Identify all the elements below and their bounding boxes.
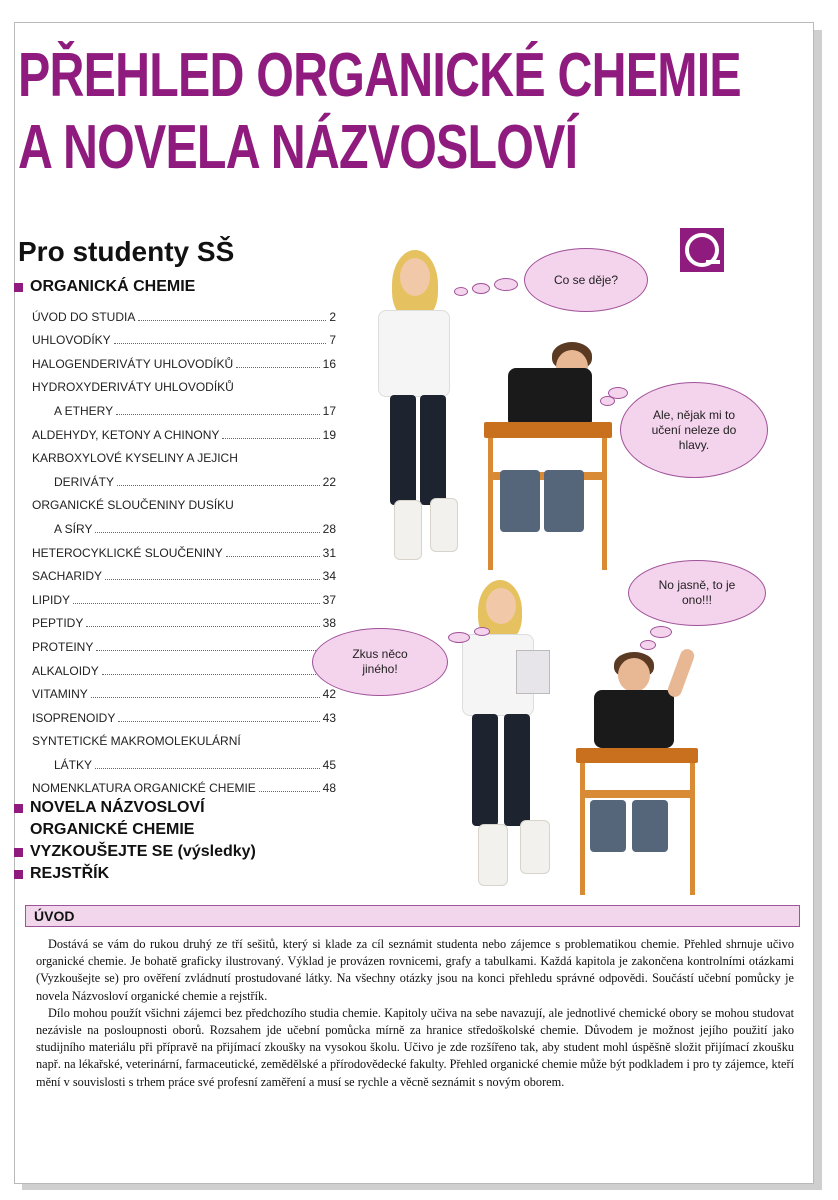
toc-item-label: SYNTETICKÉ MAKROMOLEKULÁRNÍ (32, 734, 241, 749)
toc-item (32, 607, 336, 631)
toc-dot-leader (95, 532, 319, 533)
boy-jeans (590, 800, 626, 852)
toc-section-test-yourself (14, 841, 336, 863)
bubble-tail (448, 632, 470, 643)
toc-dot-leader (91, 697, 320, 698)
toc-item-label: HALOGENDERIVÁTY UHLOVODÍKŮ (32, 356, 234, 371)
toc-item-label: A ETHERY (54, 403, 114, 418)
girl-leg (504, 714, 530, 826)
bubble-tail (650, 626, 672, 638)
girl-boot (520, 820, 550, 874)
bubble-text: Zkus něco jiného! (352, 647, 408, 676)
girl-boot (394, 500, 422, 560)
toc-section-organic-chemistry (14, 276, 336, 298)
bubble-tail (494, 278, 518, 291)
toc-item-label: PEPTIDY (32, 616, 84, 631)
title-line-2: A NOVELA NÁZVOSLOVÍ (18, 113, 578, 182)
toc-item-page: 7 (329, 333, 336, 348)
desk-leg (488, 438, 493, 570)
toc-dot-leader (138, 320, 326, 321)
toc-dot-leader (96, 650, 319, 651)
toc-item (32, 300, 336, 324)
speech-bubble-try-something-else (312, 628, 448, 696)
girl-boot (478, 824, 508, 886)
toc-section-label (30, 797, 205, 841)
intro-paragraph-1: Dostává se vám do rukou druhý ze tří sešitů, který si klade za cíl seznámit studenta nebo zájemce s problematikou chemie. Přehled shrnuje učivo organické chemie. Je bohatě graficky ilustrovaný. Výklad je provázen rovnicemi, grafy a tabulkami. Každá kapitola je zakončena kontrolními otázkami (Vyzkoušejte se) pro ověření zvládnutí prostudované látky. Na všechny otázky jsou na konci přehledu správné odpovědi. Součástí učební pomůcky je novela Názvosloví organické chemie a rejstřík. (36, 937, 794, 1003)
girl-head (486, 588, 516, 624)
toc-item-page: 22 (322, 474, 336, 489)
bubble-tail (454, 287, 468, 296)
toc-item-page: 19 (322, 427, 336, 442)
book-title (18, 40, 741, 184)
toc-item-label: UHLOVODÍKY (32, 333, 111, 348)
intro-paragraph-2: Dílo mohou použít všichni zájemci bez předchozího studia chemie. Kapitoly učiva na sebe navazují, ale jednotlivé chemické obory se mohou studovat nezávisle na posloupnosti oborů. Rozsahem jde učební pomůcka mírně za hranice středoškolské chemie. Důvodem je možnost jejího použití jako studijního materiálu při přípravě na přijímací zkoušky na vysokou školu. Učivo je zde rozšířeno tak, aby student mohl úspěšně složit přijímací zkoušku např. na lékařské, veterinární, farmaceutické, zemědělské a přírodovědecké fakulty. Přehled organické chemie může být podkladem i pro ty zájemce, kteří mění v souvislosti s trhem práce své profesní zaměření a musí se rychle a věcně seznámit s novým oborem. (36, 1005, 794, 1089)
toc-item-page: 42 (322, 687, 336, 702)
bubble-text: No jasně, to je ono!!! (658, 578, 736, 607)
toc-section-label: REJSTŘÍK (30, 865, 110, 883)
toc-section-label-line2: ORGANICKÉ CHEMIE (30, 821, 195, 839)
bubble-text: Ale, nějak mi to učení neleze do hlavy. (651, 407, 737, 452)
toc-dot-leader (259, 791, 320, 792)
toc-item-page: 45 (322, 757, 336, 772)
boy-jeans (544, 470, 584, 532)
desk-leg (602, 438, 607, 570)
toc-item-label: ALDEHYDY, KETONY A CHINONY (32, 427, 220, 442)
toc-item-label: ÚVOD DO STUDIA (32, 309, 136, 324)
toc-item (32, 560, 336, 584)
toc-section-label-line1: NOVELA NÁZVOSLOVÍ (30, 799, 205, 817)
toc-item-page: 16 (322, 356, 336, 371)
toc-item (32, 701, 336, 725)
publisher-logo-icon (680, 228, 724, 272)
toc-dot-leader (226, 556, 320, 557)
toc-dot-leader (73, 603, 320, 604)
toc-item (32, 583, 336, 607)
toc-item-page: 37 (322, 592, 336, 607)
toc-item-label: ISOPRENOIDY (32, 710, 116, 725)
title-line-1: PŘEHLED ORGANICKÉ CHEMIE (18, 41, 741, 110)
toc-dot-leader (105, 579, 320, 580)
toc-dot-leader (95, 768, 320, 769)
toc-section-nomenclature (14, 797, 336, 841)
toc-item (32, 630, 336, 654)
toc-item (32, 489, 336, 513)
boy-head (618, 658, 650, 692)
toc-dot-leader (86, 626, 319, 627)
toc-item (32, 442, 336, 466)
toc-item (32, 512, 336, 536)
toc-item-page: 28 (322, 521, 336, 536)
toc-item-page: 48 (322, 781, 336, 796)
desk-top (576, 748, 698, 763)
toc-item-page: 2 (329, 309, 336, 324)
toc-dot-leader (222, 438, 319, 439)
subtitle: Pro studenty SŠ (18, 236, 235, 267)
toc-item-label: SACHARIDY (32, 569, 103, 584)
toc-item-page: 38 (322, 616, 336, 631)
table-of-contents (14, 276, 336, 885)
booklet (516, 650, 550, 694)
bullet-square-icon (14, 848, 23, 857)
toc-item (32, 654, 336, 678)
toc-item (32, 371, 336, 395)
speech-bubble-not-learning (620, 382, 768, 478)
intro-heading-bar (25, 905, 800, 927)
boy-jeans (632, 800, 668, 852)
toc-item (32, 465, 336, 489)
toc-item-label: DERIVÁTY (54, 474, 115, 489)
girl-head (400, 258, 430, 296)
toc-item-label: ALKALOIDY (32, 663, 99, 678)
toc-item-label: A SÍRY (54, 521, 93, 536)
toc-dot-leader (236, 367, 319, 368)
toc-item (32, 748, 336, 772)
toc-section-label: VYZKOUŠEJTE SE (výsledky) (30, 843, 256, 861)
toc-dot-leader (102, 674, 320, 675)
toc-item (32, 394, 336, 418)
toc-item-label: KARBOXYLOVÉ KYSELINY A JEJICH (32, 451, 238, 466)
toc-item-page: 17 (322, 403, 336, 418)
girl-leg (472, 714, 498, 826)
girl-boot (430, 498, 458, 552)
bubble-text: Co se děje? (553, 272, 619, 287)
speech-bubble-what-happened (524, 248, 648, 312)
toc-item (32, 678, 336, 702)
boy-shirt (508, 368, 592, 428)
toc-dot-leader (116, 414, 320, 415)
toc-item-label: ORGANICKÉ SLOUČENINY DUSÍKU (32, 498, 234, 513)
toc-item-label: PROTEINY (32, 639, 94, 654)
toc-item-page: 43 (322, 710, 336, 725)
toc-dot-leader (114, 343, 327, 344)
bullet-square-icon (14, 283, 23, 292)
toc-item (32, 418, 336, 442)
toc-item (32, 324, 336, 348)
toc-item (32, 725, 336, 749)
toc-item-list (32, 300, 336, 795)
toc-item (32, 347, 336, 371)
toc-dot-leader (118, 721, 319, 722)
intro-heading: ÚVOD (34, 908, 75, 924)
toc-item-label: LIPIDY (32, 592, 71, 607)
bubble-tail (640, 640, 656, 650)
desk-leg (690, 763, 695, 895)
girl-leg (420, 395, 446, 505)
toc-section-index (14, 863, 336, 885)
intro-text (36, 936, 794, 1091)
bullet-square-icon (14, 804, 23, 813)
toc-item-label: LÁTKY (54, 757, 93, 772)
boy-shirt (594, 690, 674, 748)
desk-leg (580, 763, 585, 895)
toc-dot-leader (117, 485, 320, 486)
toc-item-page: 34 (322, 569, 336, 584)
toc-item-label: VITAMINY (32, 687, 88, 702)
toc-item (32, 536, 336, 560)
toc-item-page: 31 (322, 545, 336, 560)
bubble-tail (474, 627, 490, 636)
desk-top (484, 422, 612, 438)
desk-shelf (584, 790, 692, 798)
toc-section-label: ORGANICKÁ CHEMIE (30, 278, 196, 295)
toc-item-label: HETEROCYKLICKÉ SLOUČENINY (32, 545, 223, 560)
girl-top (378, 310, 450, 397)
girl-leg (390, 395, 416, 505)
bubble-tail (608, 387, 628, 399)
boy-jeans (500, 470, 540, 532)
bubble-tail (472, 283, 490, 294)
toc-item (32, 772, 336, 796)
toc-item-label: HYDROXYDERIVÁTY UHLOVODÍKŮ (32, 380, 234, 395)
bullet-square-icon (14, 870, 23, 879)
toc-item-label: NOMENKLATURA ORGANICKÉ CHEMIE (32, 781, 256, 796)
speech-bubble-thats-it (628, 560, 766, 626)
